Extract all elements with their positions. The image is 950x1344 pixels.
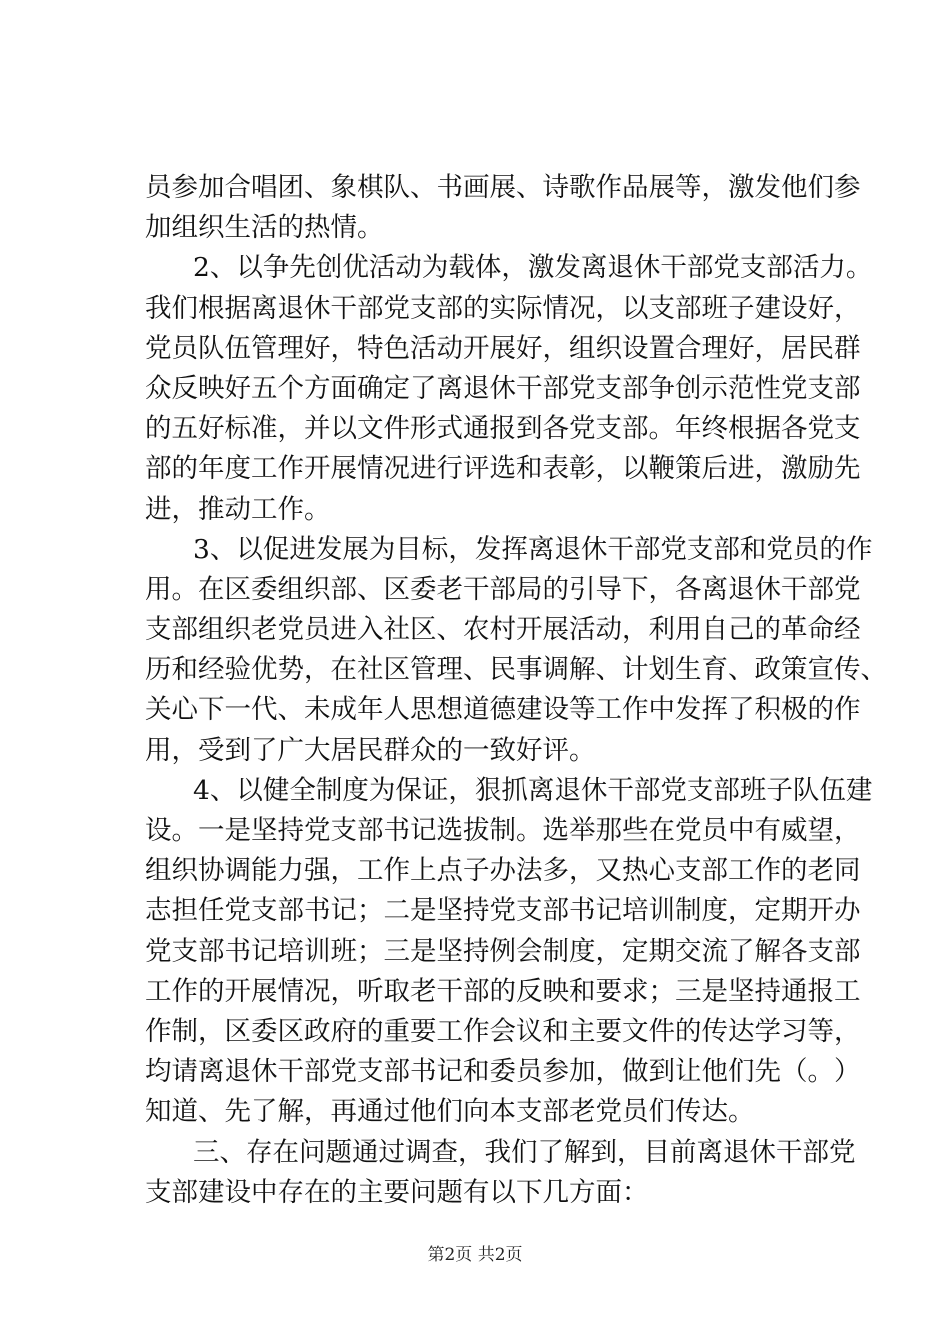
text-line: 知道、先了解，再通过他们向本支部老党员们传达。 [145, 1096, 755, 1128]
text-line: 部 的 年 度 工 作 开 展 情 况 进 行 评 选 和 表 彰 ， 以 鞭 策 后 进 ， 激 励 先 [145, 453, 861, 485]
text-line: 4 、 以 健 全 制 度 为 保 证 ， 狠 抓 离 退 休 干 部 党 支 部 班 子 队 伍 建 [193, 774, 873, 806]
document-body [145, 168, 887, 1213]
text-line: 我 们 根 据 离 退 休 干 部 党 支 部 的 实 际 情 况 ， 以 支 部 班 子 建 设 好 ， [145, 292, 861, 324]
text-line: 用，受到了广大居民群众的一致好评。 [145, 734, 596, 766]
text-line: 志 担 任 党 支 部 书 记 ； 二 是 坚 持 党 支 部 书 记 培 训 制 度 ， 定 期 开 办 [145, 895, 861, 927]
text-line: 进，推动工作。 [145, 493, 331, 525]
text-line: 用 。 在 区 委 组 织 部 、 区 委 老 干 部 局 的 引 导 下 ， 各 离 退 休 干 部 党 [145, 573, 861, 605]
text-line: 均 请 离 退 休 干 部 党 支 部 书 记 和 委 员 参 加 ， 做 到 让 他 们 先 （ 。 ） [145, 1056, 861, 1088]
text-line: 三 、 存 在 问 题 通 过 调 查 ， 我 们 了 解 到 ， 目 前 离 退 休 干 部 党 [193, 1136, 856, 1168]
text-line: 组 织 协 调 能 力 强 ， 工 作 上 点 子 办 法 多 ， 又 热 心 支 部 工 作 的 老 同 [145, 855, 861, 887]
text-line: 设 。 一 是 坚 持 党 支 部 书 记 选 拔 制 。 选 举 那 些 在 党 员 中 有 威 望 ， [145, 815, 861, 846]
text-line: 支部建设中存在的主要问题有以下几方面： [145, 1176, 649, 1208]
text-line: 2、以争先创优活动为载体，激发离退休干部党支部活力。 [193, 252, 873, 284]
text-line: 党 支 部 书 记 培 训 班 ； 三 是 坚 持 例 会 制 度 ， 定 期 交 流 了 解 各 支 部 [145, 935, 861, 967]
text-line: 工 作 的 开 展 情 况 ， 听 取 老 干 部 的 反 映 和 要 求 ； 三 是 坚 持 通 报 工 [145, 975, 861, 1007]
text-line: 员 参 加 合 唱 团 、 象 棋 队 、 书 画 展 、 诗 歌 作 品 展 等 ， 激 发 他 们 参 [145, 172, 861, 203]
text-line: 关 心 下 一 代 、 未 成 年 人 思 想 道 德 建 设 等 工 作 中 发 挥 了 积 极 的 作 [145, 694, 861, 726]
text-line: 支 部 组 织 老 党 员 进 入 社 区 、 农 村 开 展 活 动 ， 利 用 自 己 的 革 命 经 [145, 614, 861, 646]
text-line: 党 员 队 伍 管 理 好 ， 特 色 活 动 开 展 好 ， 组 织 设 置 合 理 好 ， 居 民 群 [145, 332, 861, 364]
text-line: 众 反 映 好 五 个 方 面 确 定 了 离 退 休 干 部 党 支 部 争 创 示 范 性 党 支 部 [145, 372, 861, 404]
text-line: 3 、 以 促 进 发 展 为 目 标 ， 发 挥 离 退 休 干 部 党 支 部 和 党 员 的 作 [193, 533, 873, 565]
text-line: 作 制 ， 区 委 区 政 府 的 重 要 工 作 会 议 和 主 要 文 件 的 传 达 学 习 等 ， [145, 1015, 861, 1047]
text-line: 加组织生活的热情。 [145, 212, 384, 244]
page-footer: 第2页 共2页 [427, 1245, 523, 1265]
text-line: 历 和 经 验 优 势 ， 在 社 区 管 理 、 民 事 调 解 、 计 划 生 育 、 政 策 宣 传 、 [145, 654, 887, 686]
text-line: 的 五 好 标 准 ， 并 以 文 件 形 式 通 报 到 各 党 支 部 。 年 终 根 据 各 党 支 [145, 413, 861, 445]
